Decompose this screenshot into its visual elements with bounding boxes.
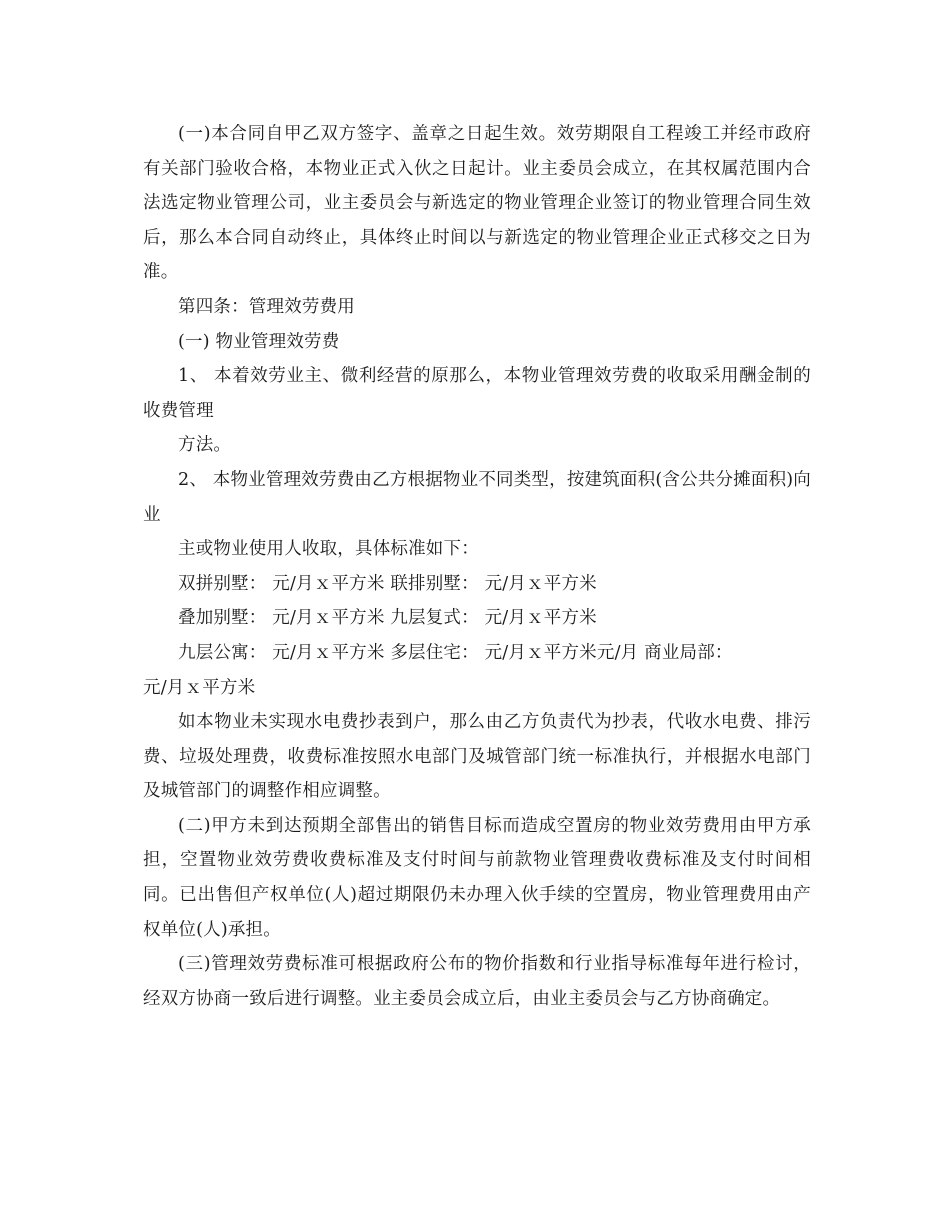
document-body xyxy=(143,117,811,1016)
paragraph-fee-review: (三)管理效劳费标准可根据政府公布的物价指数和行业指导标准每年进行检讨，经双方协商一致后进行调整。业主委员会成立后，由业主委员会与乙方协商确定。 xyxy=(143,954,811,1009)
fee-line-stacked: 叠加别墅： 元/月ｘ平方米 九层复式： 元/月ｘ平方米 xyxy=(178,608,597,629)
paragraph-effective-term: (一)本合同自甲乙双方签字、盖章之日起生效。效劳期限自工程竣工并经市政府有关部门验收合格，本物业正式入伙之日起计。业主委员会成立，在其权属范围内合法选定物业管理公司，业主委员会与新选定的物业管理企业签订的物业管理合同生效后，那么本合同自动终止，具体终止时间以与新选定的物业管理企业正式移交之日为准。 xyxy=(143,124,811,283)
paragraph-utilities: 如本物业未实现水电费抄表到户，那么由乙方负责代为抄表，代收水电费、排污费、垃圾处理费，收费标准按照水电部门及城管部门统一标准执行，并根据水电部门及城管部门的调整作相应调整。 xyxy=(143,712,811,802)
paragraph-vacant-units: (二)甲方未到达预期全部售出的销售目标而造成空置房的物业效劳费用由甲方承担，空置物业效劳费收费标准及支付时间与前款物业管理费收费标准及支付时间相同。已出售但产权单位(人)超过期限仍未办理入伙手续的空置房，物业管理费用由产权单位(人)承担。 xyxy=(143,815,811,940)
paragraph-item-2: 2、 本物业管理效劳费由乙方根据物业不同类型，按建筑面积(含公共分摊面积)向业 xyxy=(143,469,811,525)
paragraph-item-2-cont: 主或物业使用人收取，具体标准如下： xyxy=(178,539,479,560)
fee-line-apartments: 九层公寓： 元/月ｘ平方米 多层住宅： 元/月ｘ平方米元/月 商业局部： xyxy=(178,642,733,663)
paragraph-item-1: 1、 本着效劳业主、微利经营的原那么，本物业管理效劳费的收取采用酬金制的收费管理 xyxy=(143,366,811,421)
fee-line-villas: 双拼别墅： 元/月ｘ平方米 联排别墅： 元/月ｘ平方米 xyxy=(178,573,597,594)
subheading-property-fee: (一) 物业管理效劳费 xyxy=(178,331,340,352)
paragraph-item-1-cont: 方法。 xyxy=(178,435,232,456)
section-heading-article-4: 第四条：管理效劳费用 xyxy=(178,296,355,317)
fee-line-commercial-cont: 元/月ｘ平方米 xyxy=(143,677,256,698)
